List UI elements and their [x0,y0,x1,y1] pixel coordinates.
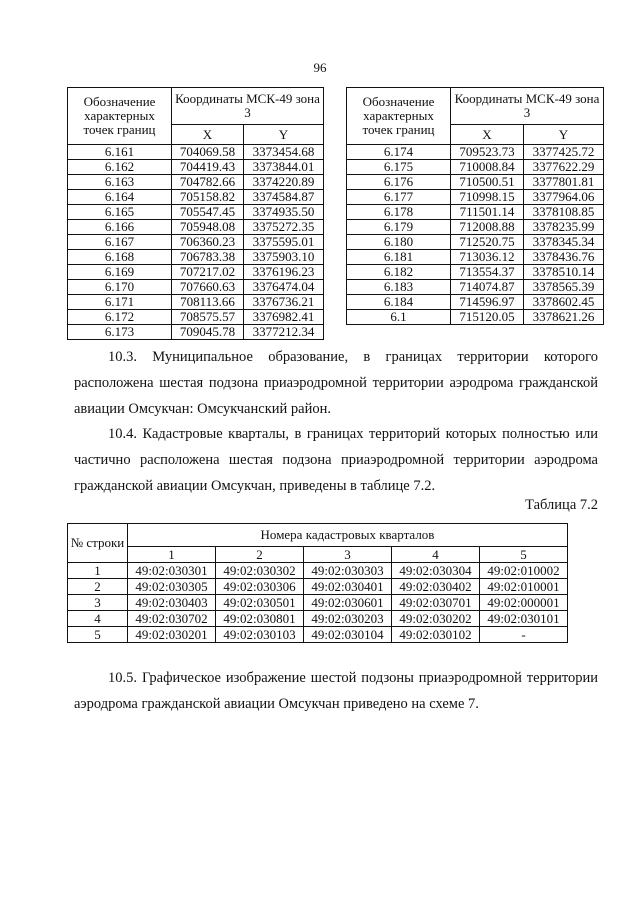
table-row [68,160,324,175]
y-cell: 3378108.85 [524,205,604,220]
y-cell: 3373844.01 [244,160,324,175]
x-cell: 707217.02 [172,265,244,280]
x-cell: 715120.05 [451,310,524,325]
x-cell: 713036.12 [451,250,524,265]
point-id-cell: 6.167 [68,235,172,250]
x-cell: 709523.73 [451,145,524,160]
coordinates-left-body [68,145,324,340]
cad-col-header: 5 [480,547,568,563]
x-cell: 710500.51 [451,175,524,190]
cad-col-header: 1 [128,547,216,563]
cadastral-number-cell: 49:02:030304 [392,563,480,579]
table-row [68,325,324,340]
y-header: Y [524,125,604,145]
page-number: 96 [313,60,327,75]
point-id-cell: 6.179 [347,220,451,235]
point-id-cell: 6.176 [347,175,451,190]
cadastral-number-cell: 49:02:030801 [216,611,304,627]
point-id-cell: 6.172 [68,310,172,325]
row-number-cell: 1 [68,563,128,579]
x-cell: 704069.58 [172,145,244,160]
y-cell: 3373454.68 [244,145,324,160]
cadastral-table [67,523,568,643]
table-row [68,205,324,220]
cadastral-number-cell: - [480,627,568,643]
table-row [68,250,324,265]
point-id-cell: 6.177 [347,190,451,205]
cadastral-number-cell: 49:02:030302 [216,563,304,579]
paragraph-10-4: 10.4. Кадастровые кварталы, в границах территорий которых полностью или частично расположена шестая подзона приаэродромной территории аэродрома гражданской авиации Омсукчан, приведены в таблице 7.2. [74,426,598,494]
y-cell: 3378235.99 [524,220,604,235]
y-cell: 3377801.81 [524,175,604,190]
table-caption: Таблица 7.2 [525,497,598,513]
y-cell: 3374220.89 [244,175,324,190]
y-cell: 3378345.34 [524,235,604,250]
cadastral-number-cell: 49:02:030101 [480,611,568,627]
y-cell: 3378436.76 [524,250,604,265]
table-row [68,595,568,611]
x-cell: 705158.82 [172,190,244,205]
cadastral-number-cell: 49:02:030201 [128,627,216,643]
table-row [347,250,604,265]
x-header: X [451,125,524,145]
x-cell: 705948.08 [172,220,244,235]
cadastral-number-cell: 49:02:030305 [128,579,216,595]
x-cell: 709045.78 [172,325,244,340]
point-id-cell: 6.164 [68,190,172,205]
table-row [347,145,604,160]
point-id-cell: 6.162 [68,160,172,175]
coordinates-table-left [67,87,324,340]
point-id-cell: 6.165 [68,205,172,220]
table-row [68,265,324,280]
point-id-cell: 6.180 [347,235,451,250]
x-cell: 705547.45 [172,205,244,220]
points-label-header: Обозначение характерных точек границ [347,88,451,145]
point-id-cell: 6.169 [68,265,172,280]
y-cell: 3375595.01 [244,235,324,250]
x-cell: 706783.38 [172,250,244,265]
point-id-cell: 6.181 [347,250,451,265]
x-cell: 714596.97 [451,295,524,310]
x-cell: 704419.43 [172,160,244,175]
cadastral-number-cell: 49:02:010002 [480,563,568,579]
point-id-cell: 6.161 [68,145,172,160]
point-id-cell: 6.174 [347,145,451,160]
table-row [68,145,324,160]
table-row [68,579,568,595]
cadastral-number-cell: 49:02:030402 [392,579,480,595]
table-row [68,235,324,250]
point-id-cell: 6.163 [68,175,172,190]
cadastral-number-cell: 49:02:030303 [304,563,392,579]
y-cell: 3376196.23 [244,265,324,280]
cadastral-group-header: Номера кадастровых кварталов [128,524,568,547]
y-cell: 3375272.35 [244,220,324,235]
point-id-cell: 6.170 [68,280,172,295]
point-id-cell: 6.178 [347,205,451,220]
table-row [347,280,604,295]
cadastral-number-cell: 49:02:030203 [304,611,392,627]
table-row [347,265,604,280]
x-cell: 710998.15 [451,190,524,205]
x-cell: 708113.66 [172,295,244,310]
cadastral-number-cell: 49:02:000001 [480,595,568,611]
table-row [68,563,568,579]
cadastral-number-cell: 49:02:010001 [480,579,568,595]
cadastral-number-cell: 49:02:030104 [304,627,392,643]
cad-col-header: 4 [392,547,480,563]
cadastral-body [68,563,568,643]
row-number-cell: 2 [68,579,128,595]
y-cell: 3375903.10 [244,250,324,265]
y-cell: 3376982.41 [244,310,324,325]
y-cell: 3374935.50 [244,205,324,220]
point-id-cell: 6.171 [68,295,172,310]
cadastral-number-cell: 49:02:030701 [392,595,480,611]
x-cell: 710008.84 [451,160,524,175]
table-row [347,175,604,190]
paragraph-10-5: 10.5. Графическое изображение шестой подзоны приаэродромной территории аэродрома гражданской авиации Омсукчан приведено на схеме 7. [74,670,598,712]
table-row [68,220,324,235]
point-id-cell: 6.168 [68,250,172,265]
row-number-header: № строки [68,524,128,563]
y-header: Y [244,125,324,145]
y-cell: 3374584.87 [244,190,324,205]
y-cell: 3378602.45 [524,295,604,310]
table-row [68,175,324,190]
y-cell: 3377964.06 [524,190,604,205]
point-id-cell: 6.184 [347,295,451,310]
cadastral-number-cell: 49:02:030601 [304,595,392,611]
y-cell: 3377425.72 [524,145,604,160]
y-cell: 3376474.04 [244,280,324,295]
cadastral-number-cell: 49:02:030102 [392,627,480,643]
table-row [347,235,604,250]
point-id-cell: 6.166 [68,220,172,235]
cadastral-number-cell: 49:02:030401 [304,579,392,595]
table-row [347,160,604,175]
y-cell: 3378510.14 [524,265,604,280]
coordinates-right-body [347,145,604,325]
cadastral-number-cell: 49:02:030103 [216,627,304,643]
x-cell: 706360.23 [172,235,244,250]
table-row [347,205,604,220]
x-cell: 704782.66 [172,175,244,190]
table-row [68,295,324,310]
point-id-cell: 6.175 [347,160,451,175]
row-number-cell: 4 [68,611,128,627]
x-header: X [172,125,244,145]
cadastral-number-cell: 49:02:030301 [128,563,216,579]
cadastral-number-cell: 49:02:030202 [392,611,480,627]
row-number-cell: 5 [68,627,128,643]
x-cell: 708575.57 [172,310,244,325]
cadastral-number-cell: 49:02:030403 [128,595,216,611]
x-cell: 714074.87 [451,280,524,295]
point-id-cell: 6.182 [347,265,451,280]
x-cell: 711501.14 [451,205,524,220]
cad-col-header: 2 [216,547,304,563]
row-number-cell: 3 [68,595,128,611]
table-row [68,190,324,205]
y-cell: 3377622.29 [524,160,604,175]
coords-header: Координаты МСК-49 зона 3 [172,88,324,125]
points-label-header: Обозначение характерных точек границ [68,88,172,145]
table-row [68,627,568,643]
point-id-cell: 6.1 [347,310,451,325]
paragraph-10-3: 10.3. Муниципальное образование, в границах территории которого расположена шестая подзона приаэродромной территории аэродрома гражданской авиации Омсукчан: Омсукчанский район. [74,349,598,417]
table-row [347,295,604,310]
cadastral-number-cell: 49:02:030306 [216,579,304,595]
x-cell: 713554.37 [451,265,524,280]
coords-header: Координаты МСК-49 зона 3 [451,88,604,125]
table-row [68,310,324,325]
y-cell: 3378565.39 [524,280,604,295]
y-cell: 3377212.34 [244,325,324,340]
x-cell: 707660.63 [172,280,244,295]
table-row [347,190,604,205]
point-id-cell: 6.173 [68,325,172,340]
coordinates-table-right [346,87,604,325]
table-row [347,220,604,235]
table-row [347,310,604,325]
table-row [68,280,324,295]
cad-col-header: 3 [304,547,392,563]
cadastral-number-cell: 49:02:030702 [128,611,216,627]
table-row [68,611,568,627]
cadastral-number-cell: 49:02:030501 [216,595,304,611]
x-cell: 712008.88 [451,220,524,235]
point-id-cell: 6.183 [347,280,451,295]
y-cell: 3376736.21 [244,295,324,310]
x-cell: 712520.75 [451,235,524,250]
y-cell: 3378621.26 [524,310,604,325]
